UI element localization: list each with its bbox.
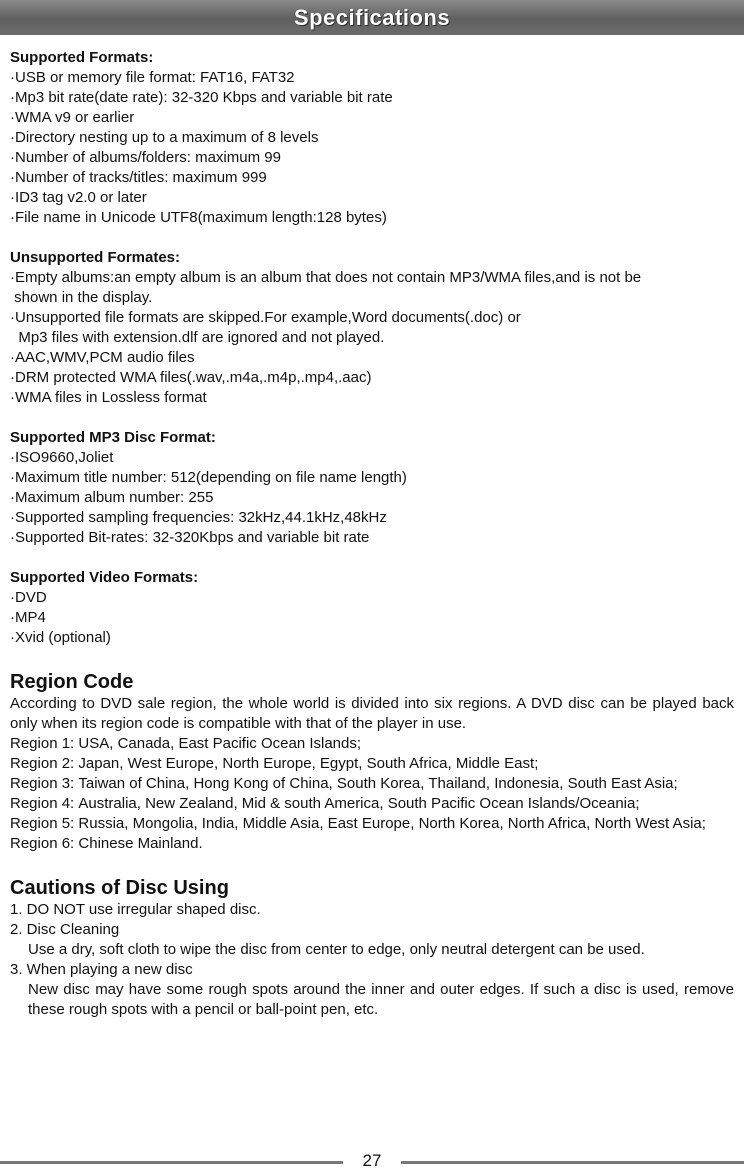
caution-item: 1. DO NOT use irregular shaped disc. bbox=[10, 901, 261, 918]
document-body bbox=[10, 48, 734, 1020]
caution-item: 2. Disc Cleaning bbox=[10, 921, 120, 938]
list-item: ·DVD bbox=[10, 589, 47, 606]
page-number: 27 bbox=[362, 1151, 382, 1170]
region-code-title: Region Code bbox=[10, 671, 134, 693]
supported-formats-heading: Supported Formats: bbox=[10, 49, 154, 66]
list-item: ·Directory nesting up to a maximum of 8 levels bbox=[10, 129, 319, 146]
region-label: Region 5: bbox=[10, 815, 79, 832]
list-item: ·Supported Bit-rates: 32-320Kbps and variable bit rate bbox=[10, 529, 370, 546]
list-item: ·DRM protected WMA files(.wav,.m4a,.m4p,.mp4,.aac) bbox=[10, 369, 372, 386]
region-code-intro: According to DVD sale region, the whole world is divided into six regions. A DVD disc can be played back only when its region code is compatible with that of the player in use. bbox=[10, 695, 734, 732]
cautions-list bbox=[10, 900, 734, 1020]
list-item: Mp3 files with extension.dlf are ignored and not played. bbox=[10, 329, 385, 346]
region-text: Russia, Mongolia, India, Middle Asia, East Europe, North Korea, North Africa, North West Asia; bbox=[78, 815, 706, 832]
list-item: ·Supported sampling frequencies: 32kHz,44.1kHz,48kHz bbox=[10, 509, 387, 526]
page-footer bbox=[0, 1150, 744, 1172]
header-banner bbox=[0, 0, 744, 35]
region-label: Region 2: bbox=[10, 755, 79, 772]
list-item: ·Number of tracks/titles: maximum 999 bbox=[10, 169, 267, 186]
list-item: ·MP4 bbox=[10, 609, 46, 626]
region-text: Japan, West Europe, North Europe, Egypt, South Africa, Middle East; bbox=[78, 755, 539, 772]
region-text: Australia, New Zealand, Mid & south America, South Pacific Ocean Islands/Oceania; bbox=[78, 795, 640, 812]
video-formats-list bbox=[10, 588, 734, 648]
region-item bbox=[10, 814, 734, 834]
caution-detail: Use a dry, soft cloth to wipe the disc from center to edge, only neutral detergent can be used. bbox=[28, 941, 645, 958]
list-item: ·Maximum title number: 512(depending on file name length) bbox=[10, 469, 407, 486]
region-label: Region 4: bbox=[10, 795, 79, 812]
unsupported-formats-heading: Unsupported Formates: bbox=[10, 249, 181, 266]
region-text: Chinese Mainland. bbox=[78, 835, 203, 852]
region-item bbox=[10, 774, 734, 794]
region-text: USA, Canada, East Pacific Ocean Islands; bbox=[78, 735, 362, 752]
list-item: ·USB or memory file format: FAT16, FAT32 bbox=[10, 69, 295, 86]
list-item: ·Unsupported file formats are skipped.For example,Word documents(.doc) or bbox=[10, 309, 521, 326]
mp3-disc-list bbox=[10, 448, 734, 548]
region-item bbox=[10, 734, 734, 754]
region-item bbox=[10, 834, 734, 854]
list-item: ·WMA v9 or earlier bbox=[10, 109, 135, 126]
region-list bbox=[10, 734, 734, 854]
list-item: ·WMA files in Lossless format bbox=[10, 389, 207, 406]
region-label: Region 3: bbox=[10, 775, 79, 792]
footer-rule-right bbox=[401, 1161, 744, 1164]
list-item: ·ISO9660,Joliet bbox=[10, 449, 114, 466]
list-item: shown in the display. bbox=[10, 289, 153, 306]
video-formats-heading: Supported Video Formats: bbox=[10, 569, 199, 586]
list-item: ·Mp3 bit rate(date rate): 32-320 Kbps and variable bit rate bbox=[10, 89, 393, 106]
cautions-title: Cautions of Disc Using bbox=[10, 877, 229, 899]
supported-formats-list bbox=[10, 68, 734, 228]
list-item: ·Xvid (optional) bbox=[10, 629, 111, 646]
region-item bbox=[10, 794, 734, 814]
region-text: Taiwan of China, Hong Kong of China, South Korea, Thailand, Indonesia, South East Asia; bbox=[78, 775, 678, 792]
caution-detail: New disc may have some rough spots around the inner and outer edges. If such a disc is used, remove these rough spots with a pencil or ball-point pen, etc. bbox=[28, 981, 734, 1018]
region-label: Region 6: bbox=[10, 835, 79, 852]
region-label: Region 1: bbox=[10, 735, 79, 752]
list-item: ·Number of albums/folders: maximum 99 bbox=[10, 149, 281, 166]
page-title: Specifications bbox=[293, 4, 451, 30]
list-item: ·File name in Unicode UTF8(maximum length:128 bytes) bbox=[10, 209, 387, 226]
caution-item: 3. When playing a new disc bbox=[10, 961, 193, 978]
list-item: ·Empty albums:an empty album is an album that does not contain MP3/WMA files,and is not be bbox=[10, 269, 642, 286]
footer-rule-left bbox=[0, 1161, 343, 1164]
unsupported-formats-list bbox=[10, 268, 734, 408]
mp3-disc-heading: Supported MP3 Disc Format: bbox=[10, 429, 216, 446]
region-item bbox=[10, 754, 734, 774]
list-item: ·ID3 tag v2.0 or later bbox=[10, 189, 147, 206]
list-item: ·AAC,WMV,PCM audio files bbox=[10, 349, 195, 366]
list-item: ·Maximum album number: 255 bbox=[10, 489, 214, 506]
